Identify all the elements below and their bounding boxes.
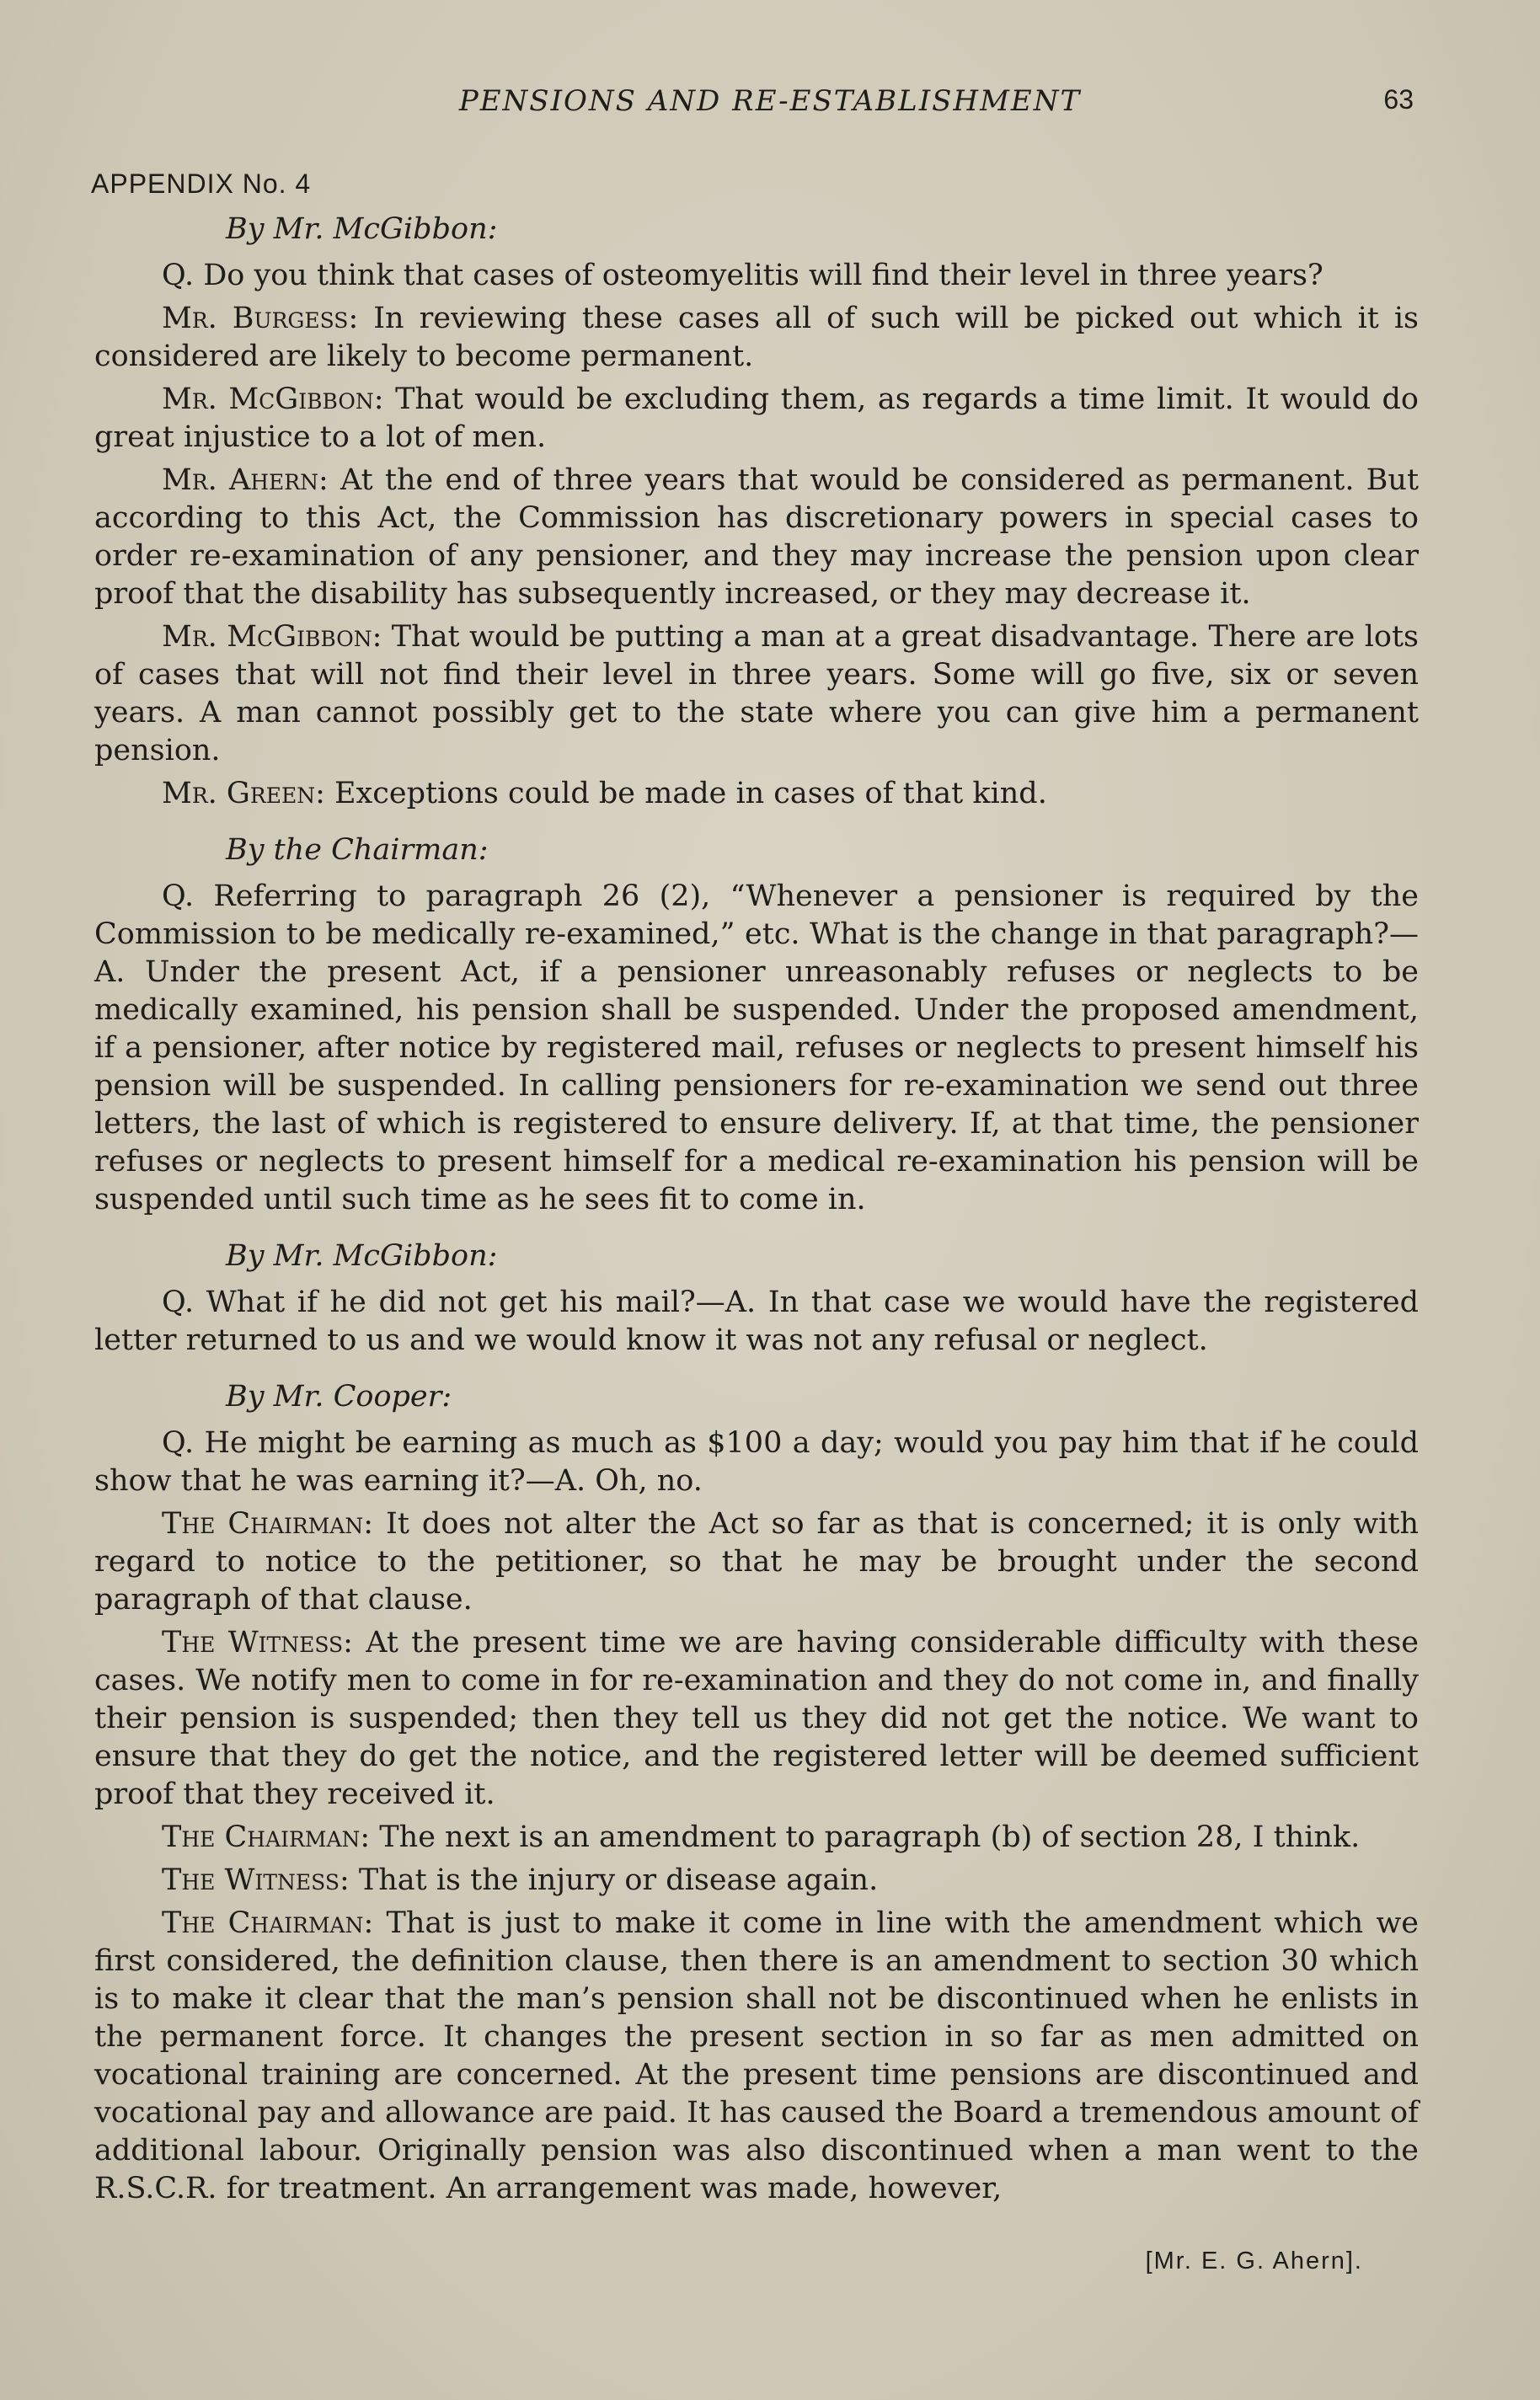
paragraph-text: : In reviewing these cases all of such will be picked out which it is considered are likely to become permanent. [94,302,1419,373]
paragraph-text: : That would be putting a man at a great disadvantage. There are lots of cases that will not find their level in three years. Some will go five, six or seven years. A man cannot possibly get to the state where you can give him a permanent pension. [94,620,1420,767]
section-byline: By Mr. McGibbon: [226,212,498,246]
paragraph-text: : The next is an amendment to paragraph (b) of section 28, I think. [360,1820,1361,1854]
paragraph-text: Q. He might be earning as much as $100 a day; would you pay him that if he could show that he was earning it?—A. Oh, no. [94,1426,1419,1498]
footer-signature: [Mr. E. G. Ahern]. [1145,2248,1363,2274]
transcript-paragraph [94,618,1419,770]
transcript-paragraph [94,257,1419,295]
paragraph-text: Q. Referring to paragraph 26 (2), “Whenever a pensioner is required by the Commission to be medically re-examined,” etc. What is the change in that paragraph?—A. Under the present Act, if a pensioner unreasonably refuses or neglects to be medically examined, his pension shall be suspended. Under the proposed amendment, if a pensioner, after notice by registered mail, refuses or neglects to present himself his pension will be suspended. In calling pensioners for re-examination we send out three letters, the last of which is registered to ensure delivery. If, at that time, the pensioner refuses or neglects to present himself for a medical re-examination his pension will be suspended until such time as he sees fit to come in. [94,879,1419,1216]
transcript-paragraph [94,775,1419,813]
transcript-paragraph [94,1862,1419,1900]
appendix-label: APPENDIX No. 4 [91,168,312,199]
paragraph-text: : Exceptions could be made in cases of that kind. [315,777,1047,810]
paragraph-text: : That is the injury or disease again. [339,1863,879,1897]
body-text [94,211,1419,2213]
paragraph-text: Q. Do you think that cases of osteomyelitis will find their level in three years? [162,259,1323,292]
speaker-name: Mr. Ahern [162,463,319,497]
transcript-paragraph [94,300,1419,376]
paragraph-text: : At the end of three years that would be considered as permanent. But according to this Act, the Commission has discretionary powers in special cases to order re-examination of any pensioner, and they may increase the pension upon clear proof that the disability has subsequently increased, or they may decrease it. [94,463,1420,611]
page-number: 63 [1383,84,1414,115]
transcript-paragraph [94,1424,1419,1500]
speaker-name: The Witness [162,1863,340,1897]
speaker-name: The Witness [162,1626,344,1660]
speaker-name: The Chairman [162,1507,364,1541]
speaker-name: Mr. McGibbon [162,382,374,416]
transcript-paragraph [94,878,1419,1219]
speaker-name: Mr. Green [162,777,316,810]
speaker-name: Mr. Burgess [162,302,349,335]
transcript-paragraph [94,1624,1419,1814]
paragraph-text: : That would be excluding them, as regards a time limit. It would do great injustice to a lot of men. [94,382,1419,454]
transcript-paragraph [94,1284,1419,1360]
transcript-paragraph [94,1819,1419,1857]
transcript-paragraph [94,381,1419,457]
transcript-paragraph [94,462,1419,613]
section-byline: By Mr. Cooper: [226,1380,452,1414]
speaker-name: The Chairman [162,1820,361,1854]
section-byline: By Mr. McGibbon: [226,1239,498,1273]
paragraph-text: : At the present time we are having considerable difficulty with these cases. We notify men to come in for re-examination and they do not come in, and finally their pension is suspended; then they tell us they did not get the notice. We want to ensure that they do get the notice, and the registered letter will be deemed sufficient proof that they received it. [94,1626,1419,1811]
running-head: PENSIONS AND RE-ESTABLISHMENT [458,84,1082,118]
speaker-name: The Chairman [162,1906,364,1940]
paragraph-text: Q. What if he did not get his mail?—A. In that case we would have the registered letter returned to us and we would know it was not any refusal or neglect. [94,1286,1419,1357]
paragraph-text: : That is just to make it come in line with the amendment which we first considered, the definition clause, then there is an amendment to section 30 which is to make it clear that the man’s pension shall not be discontinued when he enlists in the permanent force. It changes the present section in so far as men admitted on vocational training are concerned. At the present time pensions are discontinued and vocational pay and allowance are paid. It has caused the Board a tremendous amount of additional labour. Originally pension was also discontinued when a man went to the R.S.C.R. for treatment. An arrangement was made, however, [94,1906,1420,2205]
paragraph-text: : It does not alter the Act so far as that is concerned; it is only with regard to notice to the petitioner, so that he may be brought under the second paragraph of that clause. [94,1507,1419,1617]
transcript-paragraph [94,1905,1419,2208]
speaker-name: Mr. McGibbon [162,620,372,654]
transcript-paragraph [94,1505,1419,1619]
section-byline: By the Chairman: [226,833,489,867]
